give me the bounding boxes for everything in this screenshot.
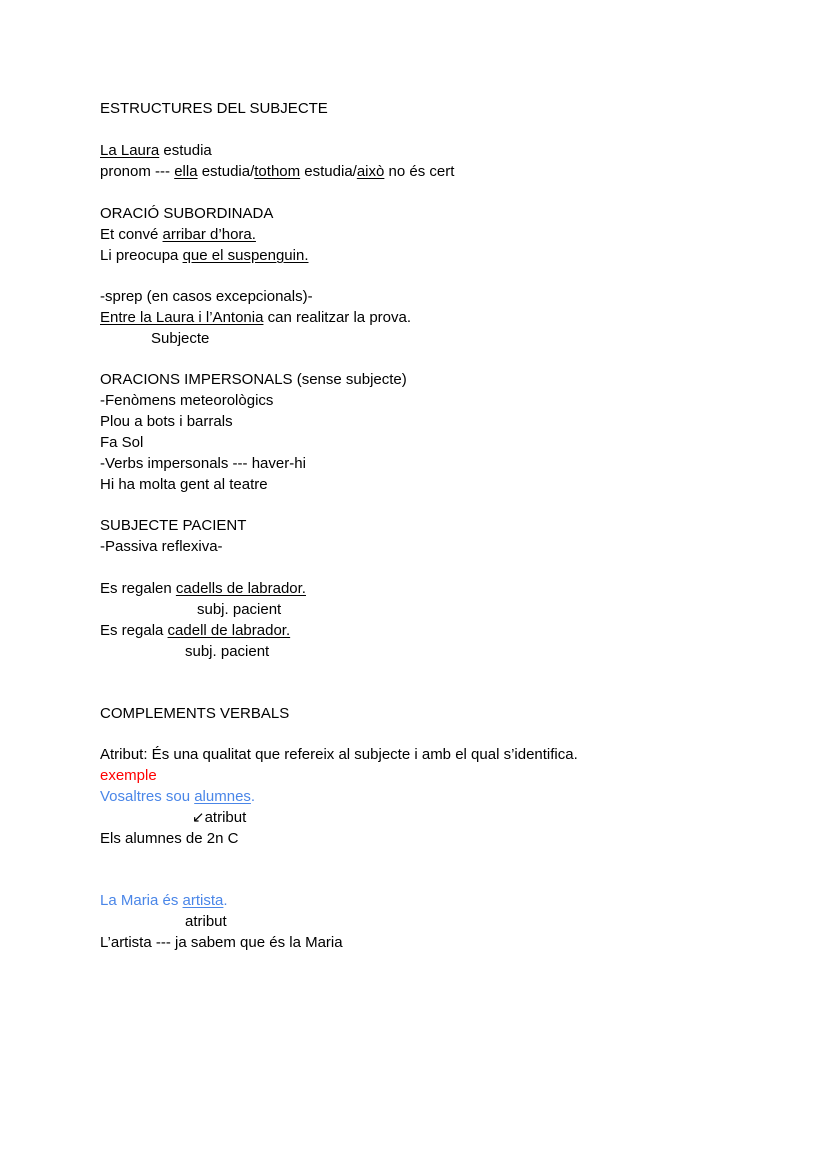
- subject-example-2: [100, 163, 454, 181]
- attribute-example-2: [100, 892, 228, 910]
- attribute-note-1: Els alumnes de 2n C: [100, 830, 239, 847]
- sprep-subject-label: Subjecte: [151, 330, 210, 347]
- underlined-pronoun: això: [356, 163, 385, 180]
- attribute-label-1: ↙atribut: [192, 809, 247, 826]
- underlined-clause: arribar d’hora.: [162, 226, 256, 243]
- attribute-definition: Atribut: És una qualitat que refereix al subjecte i amb el qual s’identifica.: [100, 746, 578, 763]
- text-fragment: can realitzar la prova.: [263, 309, 412, 326]
- patient-label-1: subj. pacient: [197, 601, 282, 618]
- subject-example-1: [100, 142, 212, 160]
- section-title-complements: COMPLEMENTS VERBALS: [100, 705, 290, 722]
- text-fragment: .: [250, 788, 256, 805]
- underlined-attribute: artista: [182, 892, 224, 909]
- underlined-subject: La Laura: [100, 142, 160, 159]
- patient-example-2: [100, 622, 290, 640]
- impersonal-line: -Verbs impersonals --- haver-hi: [100, 455, 306, 472]
- impersonal-line: Fa Sol: [100, 434, 144, 451]
- attribute-example-1: [100, 788, 255, 806]
- sprep-title: -sprep (en casos excepcionals)-: [100, 288, 313, 305]
- text-fragment: Es regalen: [100, 580, 176, 597]
- text-fragment: La Maria és: [100, 892, 183, 909]
- underlined-pronoun: tothom: [254, 163, 301, 180]
- impersonal-line: -Fenòmens meteorològics: [100, 392, 274, 409]
- text-fragment: Li preocupa: [100, 247, 183, 264]
- text-fragment: .: [223, 892, 228, 909]
- text-fragment: Et convé: [100, 226, 163, 243]
- text-fragment: estudia/: [197, 163, 255, 180]
- text-fragment: pronom ---: [100, 163, 175, 180]
- sprep-example: [100, 309, 411, 327]
- example-label: exemple: [100, 767, 157, 784]
- attribute-label-2: atribut: [185, 913, 227, 930]
- underlined-patient: cadell de labrador.: [167, 622, 291, 639]
- section-title-subordinate: ORACIÓ SUBORDINADA: [100, 205, 274, 222]
- text-fragment: Vosaltres sou: [100, 788, 195, 805]
- subordinate-example-1: [100, 226, 256, 244]
- section-title-impersonal: ORACIONS IMPERSONALS (sense subjecte): [100, 371, 407, 388]
- section-title-patient: SUBJECTE PACIENT: [100, 517, 247, 534]
- text-fragment: estudia/: [300, 163, 357, 180]
- subordinate-example-2: [100, 247, 309, 265]
- patient-subtitle: -Passiva reflexiva-: [100, 538, 223, 555]
- text-fragment: estudia: [159, 142, 212, 159]
- underlined-pronoun: ella: [174, 163, 198, 180]
- attribute-note-2: L’artista --- ja sabem que és la Maria: [100, 934, 343, 951]
- underlined-subject: Entre la Laura i l’Antonia: [100, 309, 264, 326]
- impersonal-line: Hi ha molta gent al teatre: [100, 476, 268, 493]
- underlined-attribute: alumnes: [194, 788, 251, 805]
- section-title-subject: ESTRUCTURES DEL SUBJECTE: [100, 100, 328, 117]
- patient-label-2: subj. pacient: [185, 643, 270, 660]
- patient-example-1: [100, 580, 306, 598]
- impersonal-line: Plou a bots i barrals: [100, 413, 233, 430]
- text-fragment: Es regala: [100, 622, 168, 639]
- underlined-patient: cadells de labrador.: [175, 580, 306, 597]
- text-fragment: no és cert: [384, 163, 455, 180]
- underlined-clause: que el suspenguin.: [182, 247, 309, 264]
